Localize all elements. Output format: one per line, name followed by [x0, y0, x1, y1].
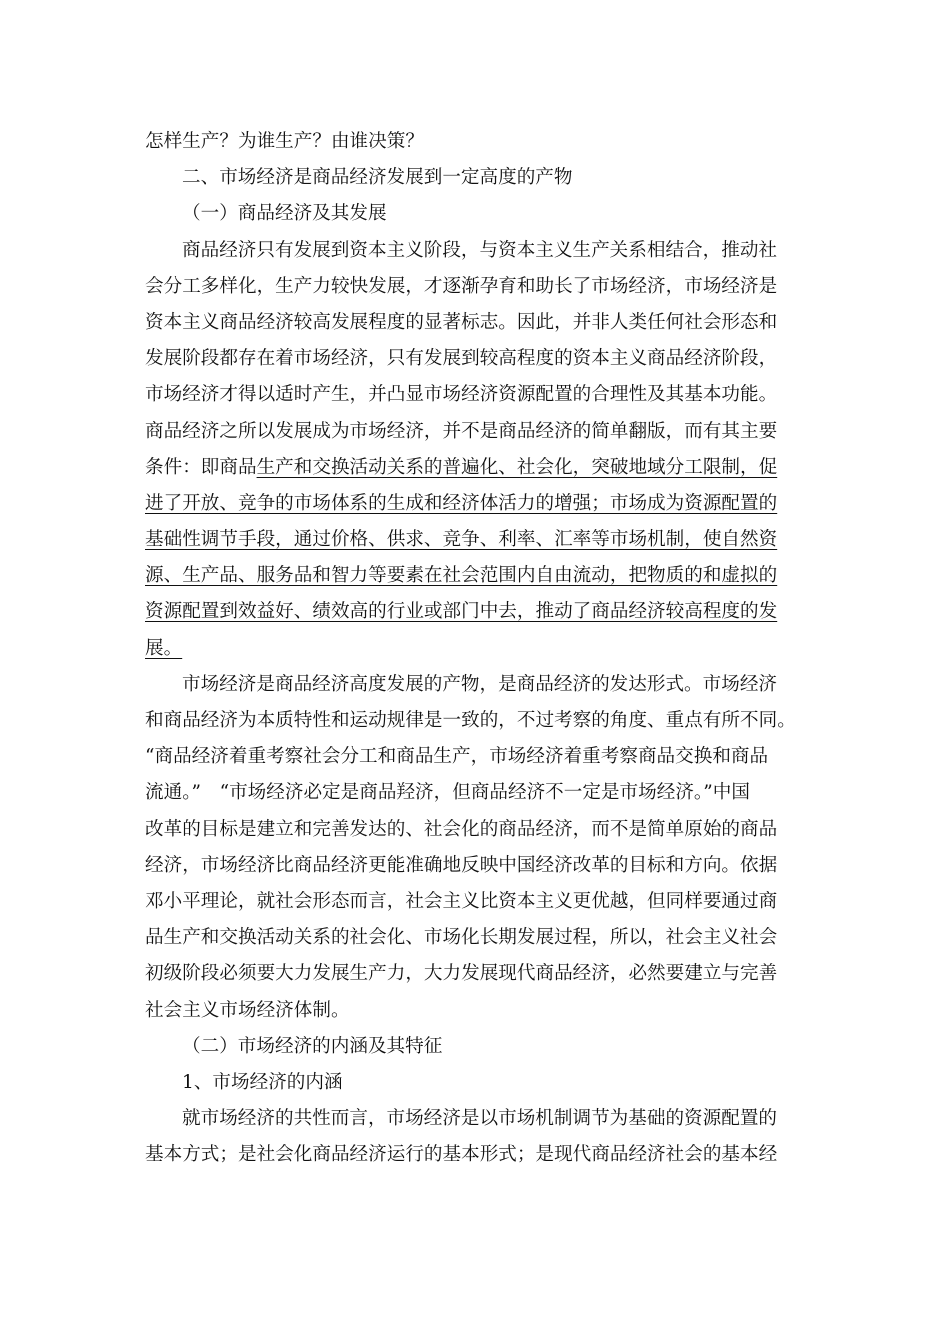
text-line: [145, 160, 810, 196]
underlined-text: 进了开放、竞争的市场体系的生成和经济体活力的增强；市场成为资源配置的: [145, 492, 778, 514]
text-segment: 二、市场经济是商品经济发展到一定高度的产物: [182, 167, 573, 189]
text-line: [145, 305, 810, 341]
text-line: [145, 558, 810, 594]
underlined-text: 资源配置到效益好、绩效高的行业或部门中去，推动了商品经济较高程度的发: [145, 601, 778, 623]
text-line: [145, 739, 810, 775]
text-segment: 商品经济之所以发展成为市场经济，并不是商品经济的简单翻版，而有其主要: [145, 420, 778, 442]
text-line: [145, 1101, 810, 1137]
text-segment: 经济，市场经济比商品经济更能准确地反映中国经济改革的目标和方向。依据: [145, 854, 778, 876]
text-line: [145, 703, 810, 739]
text-line: [145, 486, 810, 522]
text-line: [145, 124, 810, 160]
text-line: [145, 1065, 810, 1101]
underlined-text: 生产和交换活动关系的普遍化、社会化，突破地域分工限制，促: [256, 456, 778, 478]
text-line: [145, 848, 810, 884]
text-segment: 怎样生产？为谁生产？由谁决策？: [145, 131, 424, 152]
text-segment: 初级阶段必须要大力发展生产力，大力发展现代商品经济，必然要建立与完善: [145, 963, 778, 985]
text-line: [145, 775, 810, 811]
text-segment: 会分工多样化，生产力较快发展，才逐渐孕育和助长了市场经济，市场经济是: [145, 275, 778, 297]
text-segment: 改革的目标是建立和完善发达的、社会化的商品经济，而不是简单原始的商品: [145, 818, 778, 840]
text-line: [145, 956, 810, 992]
text-segment: （一）商品经济及其发展: [182, 203, 387, 225]
text-line: [145, 377, 810, 413]
text-line: [145, 196, 810, 232]
text-line: [145, 920, 810, 956]
underlined-text: 源、生产品、服务品和智力等要素在社会范围内自由流动，把物质的和虚拟的: [145, 565, 778, 587]
text-segment: 资本主义商品经济较高发展程度的显著标志。因此，并非人类任何社会形态和: [145, 311, 778, 333]
text-line: [145, 450, 810, 486]
text-line: [145, 269, 810, 305]
text-line: [145, 884, 810, 920]
text-line: [145, 594, 810, 630]
text-segment: 市场经济才得以适时产生，并凸显市场经济资源配置的合理性及其基本功能。: [145, 384, 778, 406]
text-line: [145, 1137, 810, 1173]
text-line: [145, 1029, 810, 1065]
text-segment: 品生产和交换活动关系的社会化、市场化长期发展过程，所以，社会主义社会: [145, 927, 778, 949]
text-segment: 邓小平理论，就社会形态而言，社会主义比资本主义更优越，但同样要通过商: [145, 890, 778, 912]
text-line: [145, 233, 810, 269]
document-page: [145, 124, 810, 1173]
text-segment: 就市场经济的共性而言，市场经济是以市场机制调节为基础的资源配置的: [182, 1108, 778, 1130]
text-segment: 1、市场经济的内涵: [182, 1071, 343, 1093]
text-line: [145, 667, 810, 703]
text-line: [145, 341, 810, 377]
text-segment: 市场经济是商品经济高度发展的产物，是商品经济的发达形式。市场经济: [182, 673, 778, 695]
text-segment: “商品经济着重考察社会分工和商品生产，市场经济着重考察商品交换和商品: [145, 746, 769, 768]
underlined-text: 展。: [145, 637, 183, 659]
text-segment: （二）市场经济的内涵及其特征: [182, 1035, 443, 1057]
text-line: [145, 414, 810, 450]
text-line: [145, 522, 810, 558]
text-segment: 商品经济只有发展到资本主义阶段，与资本主义生产关系相结合，推动社: [182, 239, 778, 261]
text-line: [145, 812, 810, 848]
underlined-text: 基础性调节手段，通过价格、供求、竞争、利率、汇率等市场机制，使自然资: [145, 529, 778, 551]
text-segment: 发展阶段都存在着市场经济，只有发展到较高程度的资本主义商品经济阶段，: [145, 348, 778, 370]
text-segment: 基本方式；是社会化商品经济运行的基本形式；是现代商品经济社会的基本经: [145, 1144, 778, 1166]
text-segment: 条件：即商品: [145, 456, 257, 478]
text-segment: 社会主义市场经济体制。: [145, 999, 350, 1021]
text-line: [145, 631, 810, 667]
text-segment: 流通。” “市场经济必定是商品羟济，但商品经济不一定是市场经济。”中国: [145, 782, 750, 804]
text-segment: 和商品经济为本质特性和运动规律是一致的，不过考察的角度、重点有所不同。: [145, 710, 796, 731]
text-line: [145, 993, 810, 1029]
